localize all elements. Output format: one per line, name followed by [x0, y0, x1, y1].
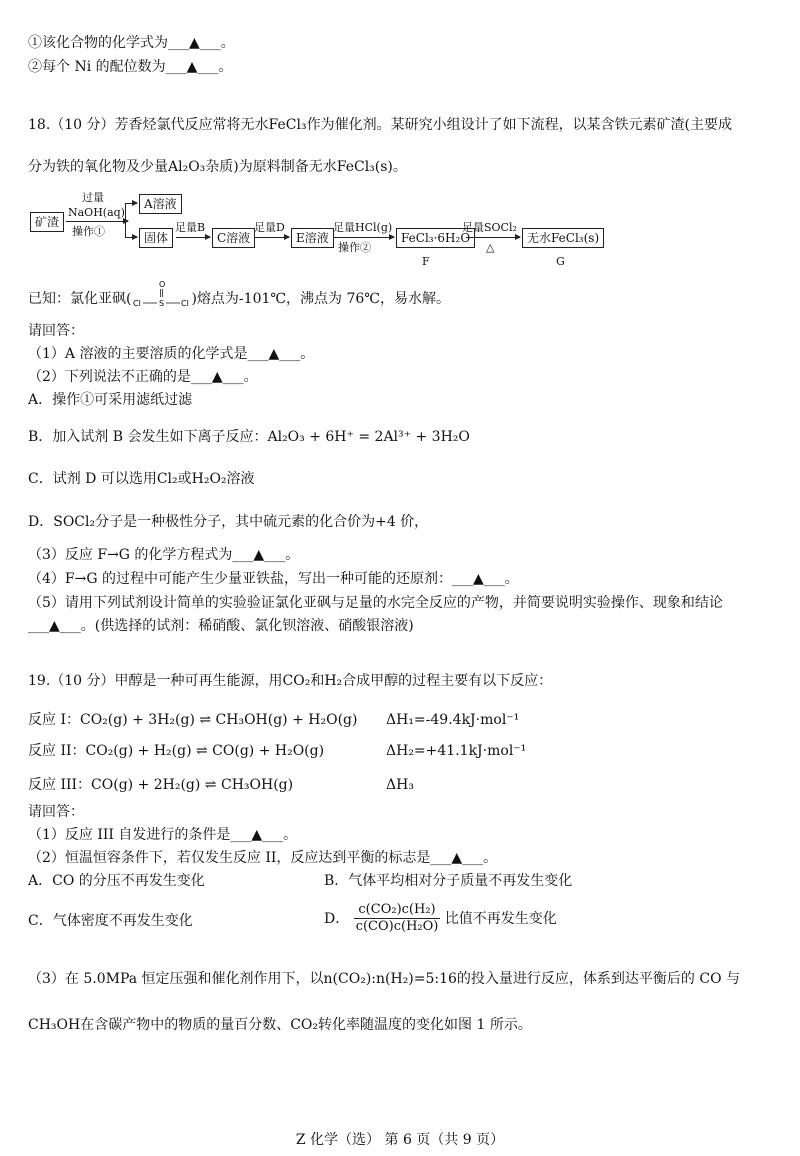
- q19-option-d-suffix: 比值不再发生变化: [444, 910, 557, 927]
- q19-option-c: C．气体密度不再发生变化: [28, 913, 193, 929]
- flow-g-box: 无水FeCl₃(s): [522, 228, 604, 248]
- q18-option-c: C．试剂 D 可以选用Cl₂或H₂O₂溶液: [28, 471, 255, 487]
- flow-e-solution-box: E溶液: [291, 228, 334, 248]
- svg-text:S: S: [159, 299, 165, 308]
- q18-q5-line2: ___▲___。(供选择的试剂：稀硝酸、氯化钡溶液、硝酸银溶液): [28, 618, 414, 634]
- flow-op1: 操作①: [72, 225, 105, 238]
- q19-reaction-2-dh: ΔH₂=+41.1kJ·mol⁻¹: [386, 743, 527, 759]
- q19-reaction-1: 反应 I：CO₂(g) + 3H₂(g) ⇌ CH₃OH(g) + H₂O(g): [28, 712, 358, 728]
- q19-option-a: A．CO 的分压不再发生变化: [28, 873, 205, 889]
- flow-solid-box: 固体: [139, 228, 173, 248]
- q19-option-d-fraction: [354, 902, 441, 935]
- flow-g-label: G: [556, 255, 565, 268]
- flow-arrow-socl2: [466, 237, 520, 238]
- page-footer: Z 化学（选） 第 6 页（共 9 页）: [295, 1132, 505, 1148]
- q18-q4: （4）F→G 的过程中可能产生少量亚铁盐，写出一种可能的还原剂：___▲___。: [28, 571, 519, 587]
- q-prev-sub1: ①该化合物的化学式为___▲___。: [28, 35, 235, 51]
- q18-intro-line1: 18.（10 分）芳香烃氯代反应常将无水FeCl₃作为催化剂。某研究小组设计了如下流程，以某含铁元素矿渣(主要成: [28, 117, 733, 133]
- q18-known-prefix: 已知：氯化亚砜(: [28, 291, 132, 307]
- q19-option-d-prefix: D．: [324, 910, 350, 927]
- flow-reagent-hcl: 足量HCl(g): [333, 221, 393, 234]
- flow-op2: 操作②: [338, 241, 371, 254]
- q18-q3: （3）反应 F→G 的化学方程式为___▲___。: [28, 547, 300, 563]
- q19-q2: （2）恒温恒容条件下，若仅发生反应 II，反应达到平衡的标志是___▲___。: [28, 850, 498, 866]
- fraction-denominator: c(CO)c(H₂O): [355, 919, 439, 934]
- flow-start-box: 矿渣: [30, 212, 64, 232]
- q19-please: 请回答：: [28, 804, 84, 820]
- q18-known-line: [28, 280, 450, 308]
- q19-q3-line1: （3）在 5.0MPa 恒定压强和催化剂作用下，以n(CO₂):n(H₂)=5:16的投入量进行反应，体系到达平衡后的 CO 与: [28, 971, 741, 987]
- flow-arrow-branch-a: [125, 203, 137, 204]
- svg-text:Cl: Cl: [133, 299, 142, 308]
- flow-arrow-branch-solid: [125, 237, 137, 238]
- q19-reaction-3: 反应 III：CO(g) + 2H₂(g) ⇌ CH₃OH(g): [28, 777, 294, 793]
- flow-a-solution-box: A溶液: [139, 194, 182, 214]
- q18-option-d: D．SOCl₂分子是一种极性分子，其中硫元素的化合价为+4 价，: [28, 514, 429, 530]
- q19-intro: 19.（10 分）甲醇是一种可再生能源，用CO₂和H₂合成甲醇的过程主要有以下反应：: [28, 673, 553, 689]
- q19-reaction-1-dh: ΔH₁=-49.4kJ·mol⁻¹: [386, 712, 520, 728]
- flow-arrow-1: [66, 221, 128, 222]
- q18-q1: （1）A 溶液的主要溶质的化学式是___▲___。: [28, 346, 315, 362]
- flow-reagent-d: 足量D: [254, 221, 285, 234]
- flow-reagent1-mid: NaOH(aq): [68, 206, 125, 219]
- flow-f-box: FeCl₃·6H₂O: [396, 228, 475, 248]
- flow-arrow-d: [255, 237, 289, 238]
- q19-reaction-2: 反应 II：CO₂(g) + H₂(g) ⇌ CO(g) + H₂O(g): [28, 743, 325, 759]
- q19-reaction-3-dh: ΔH₃: [386, 777, 414, 793]
- q18-q2: （2）下列说法不正确的是___▲___。: [28, 369, 258, 385]
- q-prev-sub2: ②每个 Ni 的配位数为___▲___。: [28, 59, 233, 75]
- flow-reagent1-top: 过量: [82, 191, 104, 204]
- q19-q1: （1）反应 III 自发进行的条件是___▲___。: [28, 827, 298, 843]
- q18-known-suffix: )熔点为-101℃，沸点为 76℃，易水解。: [191, 291, 450, 307]
- q19-option-d: [324, 902, 557, 942]
- q18-intro-line2: 分为铁的氧化物及少量Al₂O₃杂质)为原料制备无水FeCl₃(s)。: [28, 159, 407, 175]
- flow-arrow-b: [176, 237, 210, 238]
- q19-q3-line2: CH₃OH在含碳产物中的物质的量百分数、CO₂转化率随温度的变化如图 1 所示。: [28, 1017, 532, 1033]
- q18-option-b: B．加入试剂 B 会发生如下离子反应：Al₂O₃ + 6H⁺ = 2Al³⁺ + 3H₂O: [28, 429, 470, 445]
- flow-reagent-b: 足量B: [175, 221, 206, 234]
- svg-text:Cl: Cl: [181, 299, 190, 308]
- flow-reagent-socl2: 足量SOCl₂: [462, 221, 517, 234]
- svg-text:O: O: [159, 280, 166, 289]
- flow-c-solution-box: C溶液: [212, 228, 255, 248]
- flow-arrow-hcl: [334, 237, 394, 238]
- flow-heat-symbol: △: [486, 241, 495, 254]
- flow-f-label: F: [422, 255, 430, 268]
- q18-please: 请回答：: [28, 323, 84, 339]
- q18-q5-line1: （5）请用下列试剂设计简单的实验验证氯化亚砜与足量的水完全反应的产物，并简要说明实验操作、现象和结论: [28, 595, 723, 611]
- q19-option-b: B．气体平均相对分子质量不再发生变化: [324, 873, 573, 889]
- socl2-structure-drawing: [131, 278, 191, 314]
- fraction-numerator: c(CO₂)c(H₂): [354, 902, 441, 919]
- flow-branch-line: [125, 203, 126, 237]
- q18-option-a: A．操作①可采用滤纸过滤: [28, 392, 193, 408]
- socl2-structure: [131, 280, 191, 308]
